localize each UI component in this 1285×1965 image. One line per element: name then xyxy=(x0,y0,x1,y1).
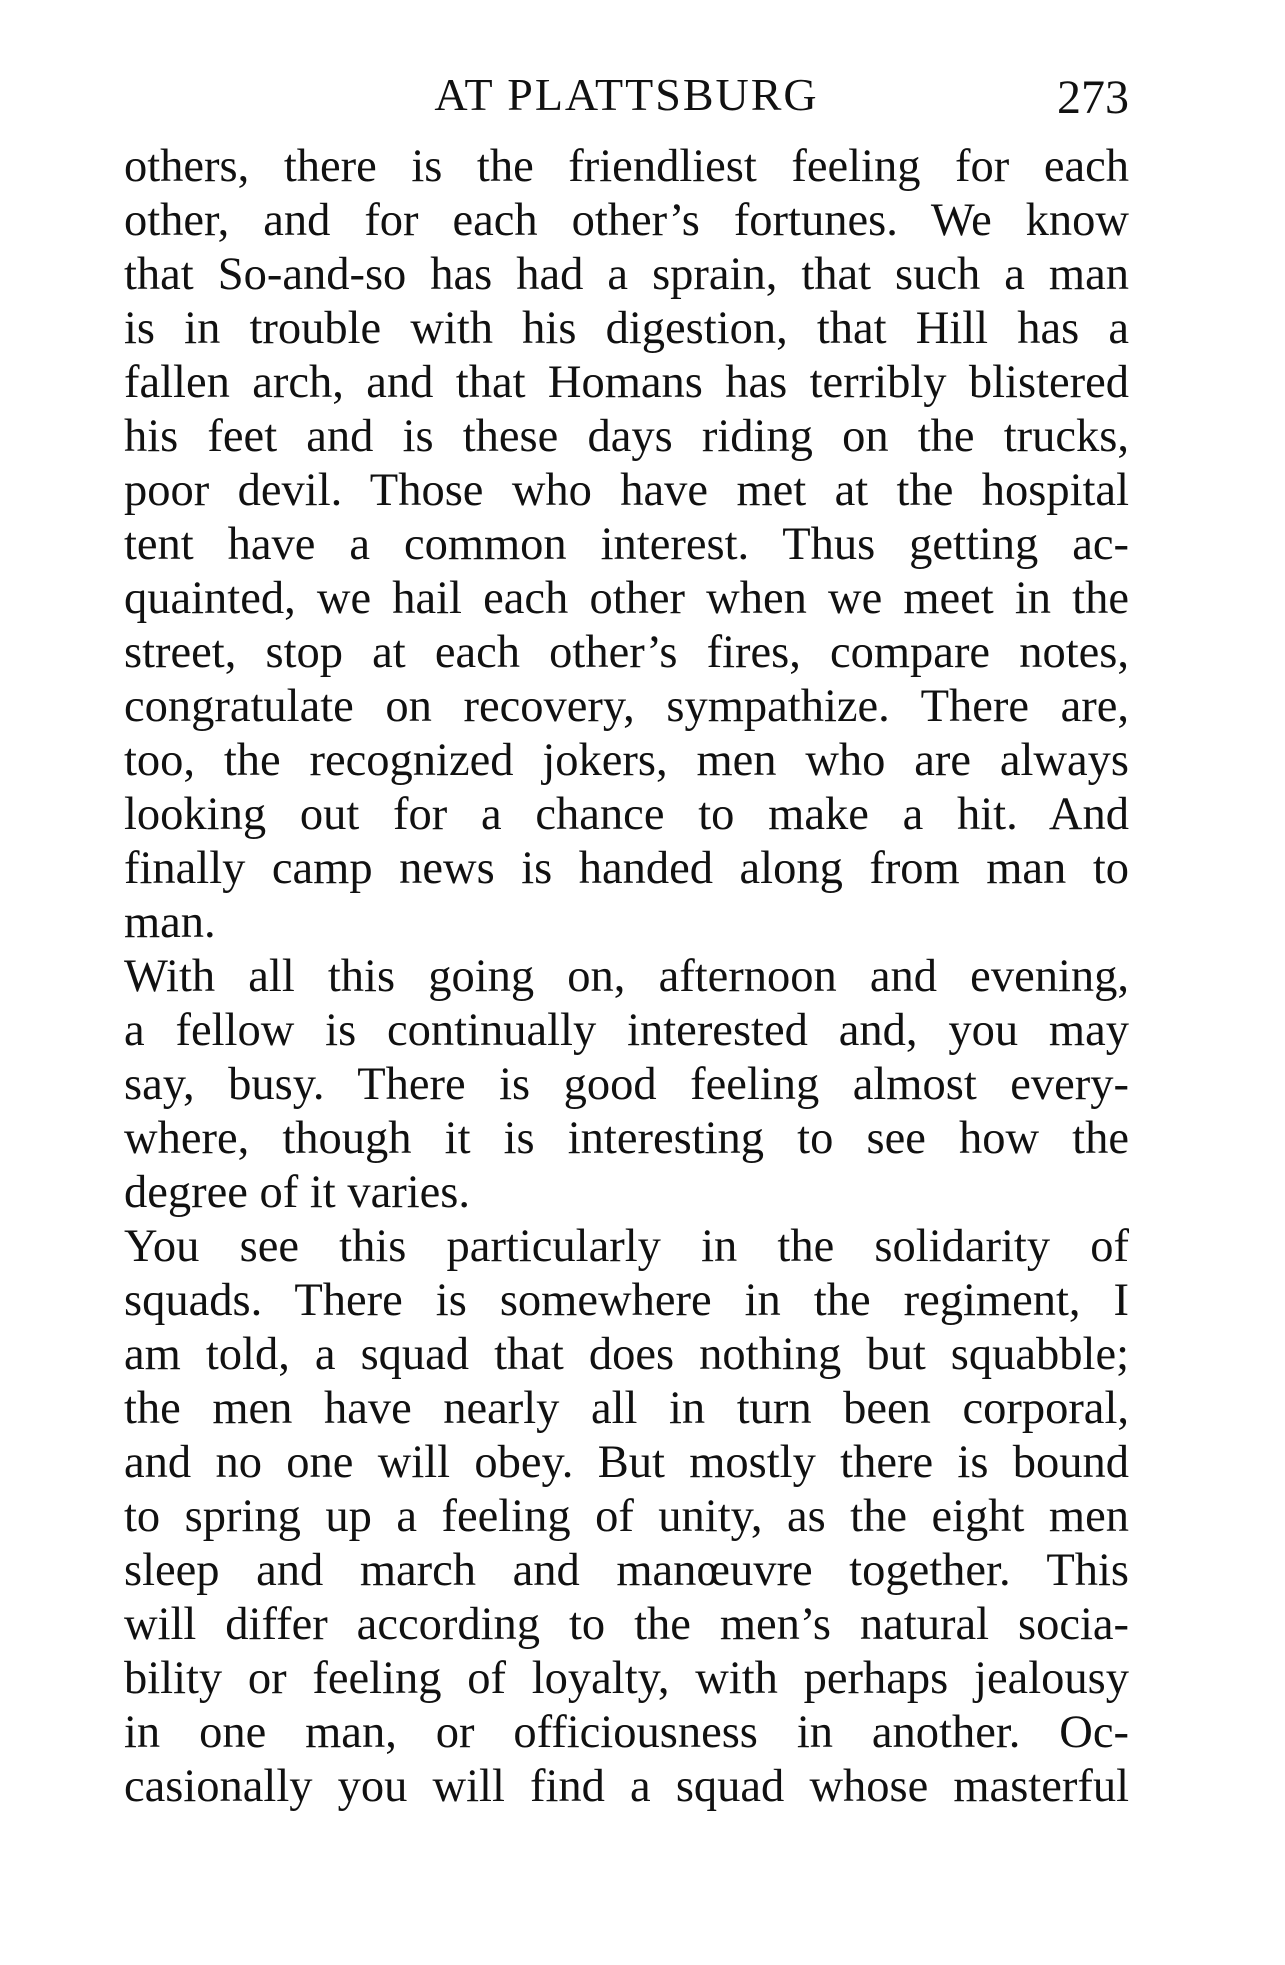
text-line: say, busy. There is good feeling almost every- xyxy=(124,1059,1129,1110)
text-line: quainted, we hail each other when we meet in the xyxy=(124,573,1129,624)
text-line: others, there is the friendliest feeling for each xyxy=(124,141,1129,192)
text-line: squads. There is somewhere in the regiment, I xyxy=(124,1275,1129,1326)
text-line: fallen arch, and that Homans has terribly blistered xyxy=(124,357,1129,408)
running-head: AT PLATTSBURG xyxy=(434,69,819,120)
text-line: tent have a common interest. Thus getting ac- xyxy=(124,519,1129,570)
book-page xyxy=(124,60,1129,1814)
text-line: degree of it varies. xyxy=(124,1167,471,1218)
text-line: looking out for a chance to make a hit. And xyxy=(124,789,1129,840)
text-line: the men have nearly all in turn been corporal, xyxy=(124,1383,1129,1434)
text-line: street, stop at each other’s fires, compare notes, xyxy=(124,627,1129,678)
text-line: am told, a squad that does nothing but squabble; xyxy=(124,1329,1129,1380)
text-line: is in trouble with his digestion, that Hill has a xyxy=(124,303,1129,354)
page-header xyxy=(124,60,1129,140)
text-line: With all this going on, afternoon and evening, xyxy=(124,951,1129,1002)
text-line: that So-and-so has had a sprain, that such a man xyxy=(124,249,1129,300)
text-line: You see this particularly in the solidarity of xyxy=(124,1221,1129,1272)
text-line: to spring up a feeling of unity, as the eight men xyxy=(124,1491,1129,1542)
text-line: man. xyxy=(124,897,216,948)
text-line: where, though it is interesting to see how the xyxy=(124,1113,1129,1164)
text-line: finally camp news is handed along from man to xyxy=(124,843,1129,894)
text-line: will differ according to the men’s natural socia- xyxy=(124,1599,1129,1650)
text-line: congratulate on recovery, sympathize. There are, xyxy=(124,681,1129,732)
page-number: 273 xyxy=(1057,71,1129,124)
body-text xyxy=(124,140,1129,1814)
text-line: bility or feeling of loyalty, with perhaps jealousy xyxy=(124,1653,1129,1704)
text-line: a fellow is continually interested and, you may xyxy=(124,1005,1129,1056)
text-line: his feet and is these days riding on the trucks, xyxy=(124,411,1129,462)
text-line: and no one will obey. But mostly there is bound xyxy=(124,1437,1129,1488)
text-line: sleep and march and manœuvre together. This xyxy=(124,1545,1129,1596)
text-line: poor devil. Those who have met at the hospital xyxy=(124,465,1129,516)
text-line: too, the recognized jokers, men who are always xyxy=(124,735,1129,786)
text-line: casionally you will find a squad whose masterful xyxy=(124,1761,1129,1812)
text-line: other, and for each other’s fortunes. We know xyxy=(124,195,1129,246)
text-line: in one man, or officiousness in another. Oc- xyxy=(124,1707,1129,1758)
